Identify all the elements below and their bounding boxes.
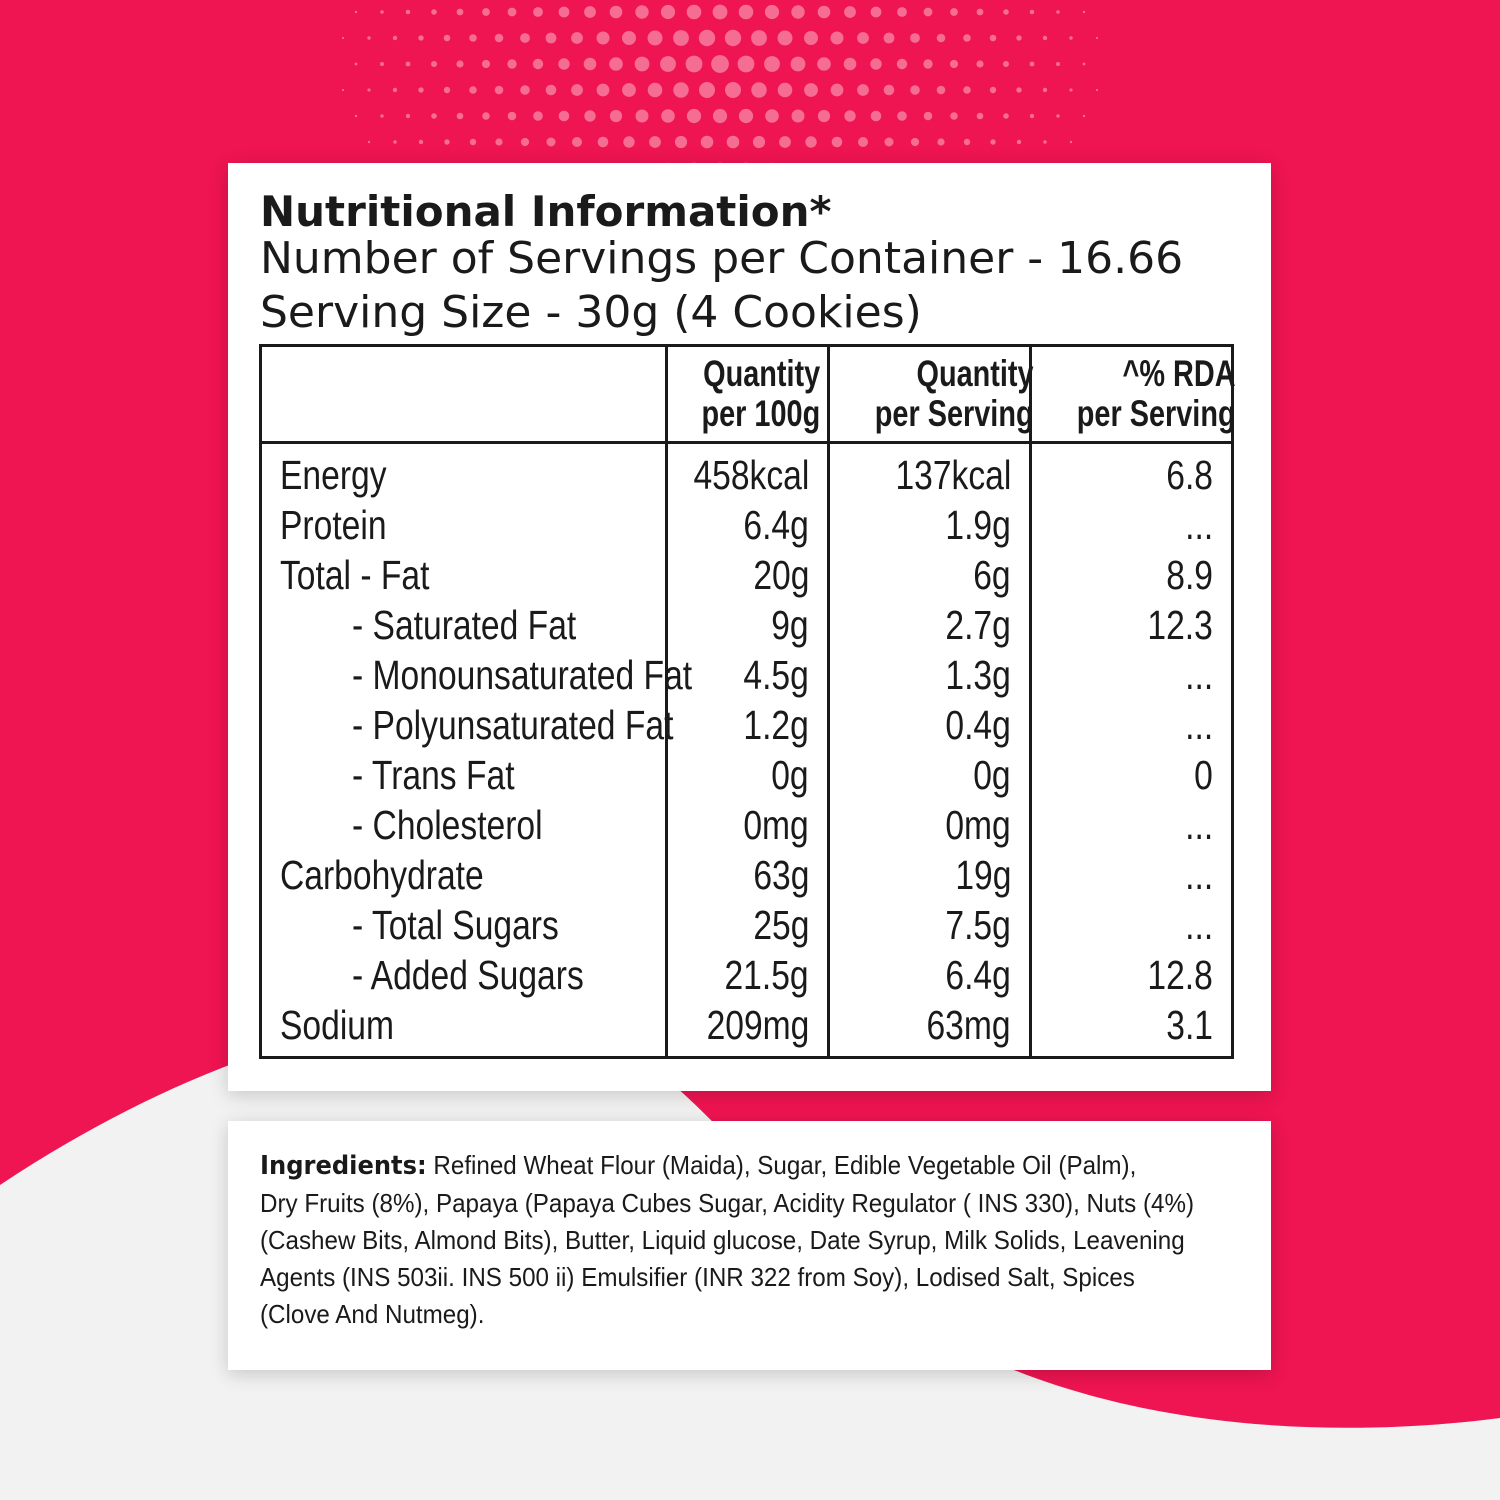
halftone-dot <box>457 113 464 120</box>
halftone-dot <box>546 33 557 44</box>
halftone-dot <box>1096 89 1098 91</box>
halftone-dot <box>610 6 623 19</box>
halftone-dot <box>431 113 437 119</box>
ingredients-line: Ingredients: Refined Wheat Flour (Maida), Sugar, Edible Vegetable Oil (Palm), <box>260 1150 1137 1181</box>
quantity-per-serving: 0.4g <box>829 700 1031 750</box>
halftone-dot <box>739 109 753 123</box>
halftone-dot <box>597 32 610 45</box>
ingredients-line: Dry Fruits (8%), Papaya (Papaya Cubes Sugar, Acidity Regulator ( INS 330), Nuts (4%) <box>260 1188 1195 1218</box>
quantity-per-serving: 2.7g <box>829 600 1031 650</box>
header-rda-per-serving: ^% RDA per Serving <box>1031 346 1233 443</box>
halftone-dot <box>368 141 370 143</box>
halftone-dot <box>711 55 729 73</box>
halftone-dot <box>482 8 490 16</box>
halftone-dot <box>725 30 741 46</box>
table-row <box>261 900 1233 950</box>
header-quantity-per-serving: Quantity per Serving <box>829 346 1031 443</box>
halftone-dot <box>739 5 754 20</box>
nutrient-name: - Monounsaturated Fat <box>261 650 667 700</box>
table-row <box>261 850 1233 900</box>
halftone-dot <box>778 31 793 46</box>
halftone-dot <box>342 89 344 91</box>
quantity-per-serving: 0g <box>829 750 1031 800</box>
halftone-dot <box>871 111 882 122</box>
halftone-dot <box>1017 140 1021 144</box>
halftone-dot <box>687 5 702 20</box>
quantity-per-100g: 0mg <box>667 800 829 850</box>
halftone-dot <box>342 37 344 39</box>
halftone-dot <box>950 8 958 16</box>
halftone-dot <box>393 36 397 40</box>
halftone-dot <box>897 7 907 17</box>
quantity-per-serving: 1.3g <box>829 650 1031 700</box>
halftone-dot <box>1016 35 1021 40</box>
halftone-dot <box>508 8 517 17</box>
rda-per-serving: 6.8 <box>1031 443 1233 501</box>
halftone-dot <box>884 33 895 44</box>
quantity-per-serving: 63mg <box>829 1000 1031 1058</box>
halftone-dot <box>699 82 715 98</box>
halftone-dot <box>779 136 791 148</box>
halftone-dot <box>990 87 996 93</box>
quantity-per-serving: 0mg <box>829 800 1031 850</box>
halftone-dot <box>725 82 741 98</box>
halftone-dot <box>1069 36 1072 39</box>
halftone-dot <box>884 85 895 96</box>
halftone-dot <box>355 11 357 13</box>
rda-per-serving: ... <box>1031 800 1233 850</box>
halftone-dot <box>635 57 650 72</box>
halftone-dot <box>649 136 661 148</box>
halftone-dot <box>791 5 804 18</box>
rda-per-serving: 8.9 <box>1031 550 1233 600</box>
halftone-dot <box>805 136 816 147</box>
halftone-dot <box>558 58 569 69</box>
halftone-dot <box>765 5 779 19</box>
halftone-dot <box>844 110 855 121</box>
halftone-dot <box>495 138 502 145</box>
halftone-dot <box>857 84 869 96</box>
halftone-dot <box>559 7 570 18</box>
halftone-dot <box>1043 140 1046 143</box>
nutrient-name: Sodium <box>261 1000 667 1058</box>
halftone-dot <box>831 32 844 45</box>
quantity-per-serving: 7.5g <box>829 900 1031 950</box>
quantity-per-100g: 0g <box>667 750 829 800</box>
halftone-dot <box>817 57 831 71</box>
halftone-dot <box>977 113 984 120</box>
halftone-dot <box>937 138 944 145</box>
halftone-dot <box>508 112 517 121</box>
halftone-dot <box>963 34 971 42</box>
halftone-dot <box>727 136 740 149</box>
halftone-dot <box>622 83 636 97</box>
halftone-dot <box>713 109 727 123</box>
halftone-dot <box>897 111 907 121</box>
halftone-dot <box>495 34 504 43</box>
quantity-per-100g: 63g <box>667 850 829 900</box>
quantity-per-100g: 21.5g <box>667 950 829 1000</box>
halftone-dot <box>482 60 490 68</box>
halftone-dot <box>406 114 410 118</box>
halftone-dot <box>520 85 530 95</box>
halftone-dot <box>976 60 983 67</box>
halftone-dot <box>456 60 463 67</box>
halftone-dot <box>937 34 946 43</box>
quantity-per-100g: 209mg <box>667 1000 829 1058</box>
header-quantity-per-100g: Quantity per 100g <box>667 346 829 443</box>
rda-per-serving: 3.1 <box>1031 1000 1233 1058</box>
halftone-dot <box>469 86 477 94</box>
halftone-dot <box>635 5 648 18</box>
halftone-dot <box>751 82 766 97</box>
halftone-dot <box>1096 37 1098 39</box>
nutrition-panel <box>228 163 1271 1091</box>
rda-per-serving: ... <box>1031 900 1233 950</box>
halftone-dot <box>521 138 529 146</box>
halftone-dot <box>977 9 984 16</box>
quantity-per-serving: 137kcal <box>829 443 1031 501</box>
halftone-dot <box>393 88 397 92</box>
halftone-dot <box>380 10 384 14</box>
quantity-per-serving: 6.4g <box>829 950 1031 1000</box>
halftone-dot <box>870 58 881 69</box>
halftone-dot <box>924 112 933 121</box>
table-row <box>261 443 1233 501</box>
halftone-dot <box>444 87 450 93</box>
halftone-dot <box>751 30 767 46</box>
halftone-dot <box>418 35 423 40</box>
halftone-dot <box>818 110 830 122</box>
halftone-dot <box>661 5 675 19</box>
halftone-dot <box>831 84 844 97</box>
halftone-dot <box>858 137 868 147</box>
ingredients-line: Agents (INS 503ii. INS 500 ii) Emulsifier (INR 322 from Soy), Lodised Salt, Spices <box>260 1262 1135 1292</box>
halftone-dot <box>406 62 411 67</box>
halftone-dot <box>431 61 437 67</box>
halftone-dot <box>419 140 423 144</box>
halftone-dot <box>764 56 780 72</box>
halftone-dot <box>1003 61 1009 67</box>
halftone-dot <box>660 56 676 72</box>
halftone-dot <box>431 9 437 15</box>
quantity-per-serving: 1.9g <box>829 500 1031 550</box>
nutrient-name: Energy <box>261 443 667 501</box>
halftone-dot <box>675 136 687 148</box>
rda-per-serving: ... <box>1031 700 1233 750</box>
halftone-dot <box>584 58 597 71</box>
rda-per-serving: ... <box>1031 850 1233 900</box>
halftone-dot <box>444 35 451 42</box>
halftone-dot <box>406 10 411 15</box>
halftone-dot <box>584 110 595 121</box>
halftone-dot <box>804 83 818 97</box>
halftone-dot <box>547 138 556 147</box>
halftone-dot <box>818 6 831 19</box>
nutrient-name: Protein <box>261 500 667 550</box>
halftone-dot <box>648 83 663 98</box>
halftone-dot <box>911 138 919 146</box>
halftone-dot <box>546 85 557 96</box>
halftone-dot <box>418 87 423 92</box>
halftone-dot <box>1083 63 1086 66</box>
rda-per-serving: 12.3 <box>1031 600 1233 650</box>
halftone-dot <box>380 62 384 66</box>
halftone-dot <box>963 86 971 94</box>
halftone-dot <box>533 111 543 121</box>
nutrient-name: - Added Sugars <box>261 950 667 1000</box>
halftone-dot <box>687 109 701 123</box>
quantity-per-100g: 458kcal <box>667 443 829 501</box>
halftone-dot <box>753 136 765 148</box>
table-row <box>261 650 1233 700</box>
ingredients-text <box>260 1147 1260 1333</box>
halftone-dot <box>713 5 728 20</box>
halftone-dot <box>648 31 663 46</box>
header-nutrient <box>261 346 667 443</box>
halftone-dot <box>778 83 793 98</box>
halftone-dot <box>990 35 997 42</box>
servings-per-container: Number of Servings per Container - 16.66 <box>260 233 1184 284</box>
halftone-dot <box>1056 114 1059 117</box>
halftone-dot <box>923 59 932 68</box>
halftone-dot <box>871 7 882 18</box>
halftone-dot <box>686 56 703 73</box>
halftone-dot <box>482 112 490 120</box>
halftone-dot <box>897 59 907 69</box>
halftone-dot <box>1056 62 1060 66</box>
quantity-per-100g: 1.2g <box>667 700 829 750</box>
halftone-dot <box>1069 88 1072 91</box>
rda-per-serving: 12.8 <box>1031 950 1233 1000</box>
halftone-dot <box>1056 10 1060 14</box>
quantity-per-100g: 20g <box>667 550 829 600</box>
halftone-dot <box>380 114 383 117</box>
halftone-dot <box>533 7 543 17</box>
halftone-dot <box>610 110 622 122</box>
rda-per-serving: ... <box>1031 650 1233 700</box>
halftone-dot <box>571 32 583 44</box>
table-row <box>261 1000 1233 1058</box>
halftone-dot <box>765 109 779 123</box>
halftone-dot <box>1083 11 1085 13</box>
halftone-dot <box>792 110 805 123</box>
halftone-dot <box>469 34 477 42</box>
nutrient-name: Total - Fat <box>261 550 667 600</box>
halftone-dot <box>791 57 806 72</box>
halftone-dot <box>520 33 530 43</box>
rda-per-serving: ... <box>1031 500 1233 550</box>
halftone-dot <box>355 115 357 117</box>
nutrient-name: - Total Sugars <box>261 900 667 950</box>
halftone-dot <box>572 137 582 147</box>
halftone-dot <box>1016 87 1021 92</box>
halftone-dot <box>622 31 636 45</box>
nutrient-name: - Saturated Fat <box>261 600 667 650</box>
quantity-per-serving: 6g <box>829 550 1031 600</box>
table-row <box>261 500 1233 550</box>
halftone-dot <box>804 31 818 45</box>
halftone-dot <box>1030 10 1035 15</box>
halftone-dot <box>1030 114 1034 118</box>
halftone-dot <box>636 110 649 123</box>
ingredients-line: (Clove And Nutmeg). <box>260 1299 485 1329</box>
table-row <box>261 950 1233 1000</box>
halftone-dot <box>964 139 970 145</box>
halftone-dot <box>990 139 995 144</box>
halftone-dot <box>950 112 958 120</box>
rda-per-serving: 0 <box>1031 750 1233 800</box>
ingredients-panel <box>228 1121 1271 1370</box>
halftone-dot <box>673 82 688 97</box>
halftone-dot <box>844 58 857 71</box>
serving-size: Serving Size - 30g (4 Cookies) <box>260 287 922 338</box>
halftone-dot <box>1043 36 1047 40</box>
halftone-dot <box>701 136 714 149</box>
table-row <box>261 700 1233 750</box>
halftone-dot <box>1003 113 1009 119</box>
halftone-dot <box>533 59 543 69</box>
halftone-dot <box>924 8 933 17</box>
nutrient-name: Carbohydrate <box>261 850 667 900</box>
halftone-dot <box>1043 88 1047 92</box>
halftone-dot <box>738 56 755 73</box>
nutrition-table <box>259 344 1234 1059</box>
nutrient-name: - Cholesterol <box>261 800 667 850</box>
quantity-per-100g: 4.5g <box>667 650 829 700</box>
table-row <box>261 600 1233 650</box>
quantity-per-100g: 6.4g <box>667 500 829 550</box>
halftone-dot <box>367 36 370 39</box>
nutrient-name: - Polyunsaturated Fat <box>261 700 667 750</box>
halftone-dot <box>950 60 958 68</box>
halftone-dot <box>910 85 920 95</box>
halftone-dot <box>367 88 370 91</box>
halftone-dot <box>1003 9 1009 15</box>
halftone-dot <box>844 6 856 18</box>
halftone-dot <box>857 32 869 44</box>
table-header-row <box>261 346 1233 443</box>
halftone-dot <box>1070 141 1072 143</box>
halftone-dot <box>1030 62 1035 67</box>
halftone-dot <box>470 139 476 145</box>
halftone-dot <box>507 59 516 68</box>
halftone-dot <box>832 137 843 148</box>
halftone-dot <box>885 138 894 147</box>
halftone-dot <box>699 30 715 46</box>
halftone-dot <box>661 109 675 123</box>
ingredients-label: Ingredients: <box>260 1151 427 1181</box>
quantity-per-serving: 19g <box>829 850 1031 900</box>
halftone-dot <box>609 57 623 71</box>
halftone-dot <box>584 6 596 18</box>
halftone-dot <box>444 139 449 144</box>
halftone-dot <box>623 136 634 147</box>
halftone-dot <box>495 86 504 95</box>
nutrient-name: - Trans Fat <box>261 750 667 800</box>
halftone-dot <box>937 86 946 95</box>
halftone-dot <box>571 84 583 96</box>
table-row <box>261 750 1233 800</box>
halftone-dot <box>393 140 396 143</box>
table-row <box>261 800 1233 850</box>
halftone-dot <box>355 63 358 66</box>
halftone-dot <box>597 84 610 97</box>
table-row <box>261 550 1233 600</box>
halftone-dot <box>457 9 464 16</box>
halftone-dot <box>673 30 689 46</box>
halftone-dot <box>910 33 920 43</box>
halftone-dot <box>598 137 609 148</box>
halftone-dot <box>559 111 570 122</box>
halftone-dot <box>1083 115 1085 117</box>
quantity-per-100g: 25g <box>667 900 829 950</box>
nutrition-title: Nutritional Information* <box>260 187 832 236</box>
quantity-per-100g: 9g <box>667 600 829 650</box>
ingredients-line: (Cashew Bits, Almond Bits), Butter, Liquid glucose, Date Syrup, Milk Solids, Leavening <box>260 1225 1185 1255</box>
